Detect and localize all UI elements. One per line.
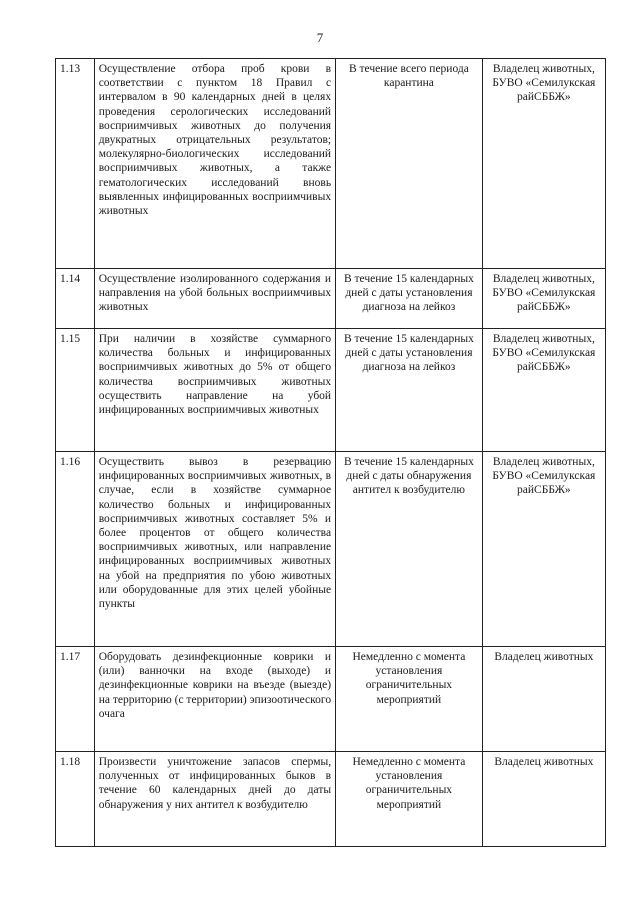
table-row: [56, 329, 606, 452]
responsible-cell: Владелец животных, БУВО «Семилукская райСББЖ»: [482, 329, 605, 452]
action-cell: Осуществление изолированного содержания и направления на убой больных восприимчивых животных: [94, 269, 335, 329]
row-number: 1.13: [56, 59, 95, 269]
row-number: 1.16: [56, 452, 95, 647]
row-number: 1.17: [56, 647, 95, 752]
responsible-cell: Владелец животных, БУВО «Семилукская райСББЖ»: [482, 59, 605, 269]
table-row: [56, 269, 606, 329]
action-cell: Произвести уничтожение запасов спермы, полученных от инфицированных быков в течение 60 календарных дней до даты обнаружения у них антител к возбудителю: [94, 752, 335, 847]
action-cell: Осуществить вывоз в резервацию инфицированных восприимчивых животных, в случае, если в хозяйстве суммарное количество больных и инфицированных восприимчивых животных составляет 5% и более процентов от общего количества восприимчивых животных, или направление инфицированных восприимчивых животных на убой на предприятия по убою животных или оборудованные для этих целей убойные пункты: [94, 452, 335, 647]
table-row: [56, 452, 606, 647]
responsible-cell: Владелец животных, БУВО «Семилукская райСББЖ»: [482, 269, 605, 329]
action-cell: При наличии в хозяйстве суммарного количества больных и инфицированных восприимчивых животных до 5% от общего количества восприимчивых животных осуществить направление на убой инфицированных восприимчивых животных: [94, 329, 335, 452]
table-row: [56, 752, 606, 847]
term-cell: В течение всего периода карантина: [336, 59, 483, 269]
responsible-cell: Владелец животных: [482, 752, 605, 847]
term-cell: Немедленно с момента установления ограничительных мероприятий: [336, 647, 483, 752]
term-cell: Немедленно с момента установления ограничительных мероприятий: [336, 752, 483, 847]
page-number: 7: [316, 30, 324, 45]
row-number: 1.14: [56, 269, 95, 329]
table-row: [56, 59, 606, 269]
row-number: 1.18: [56, 752, 95, 847]
row-number: 1.15: [56, 329, 95, 452]
term-cell: В течение 15 календарных дней с даты установления диагноза на лейкоз: [336, 329, 483, 452]
term-cell: В течение 15 календарных дней с даты установления диагноза на лейкоз: [336, 269, 483, 329]
responsible-cell: Владелец животных: [482, 647, 605, 752]
action-cell: Оборудовать дезинфекционные коврики и (или) ванночки на входе (выходе) и дезинфекционные коврики на въезде (выезде) на территорию (с территории) эпизоотического очага: [94, 647, 335, 752]
measures-table: [55, 58, 606, 847]
table-row: [56, 647, 606, 752]
responsible-cell: Владелец животных, БУВО «Семилукская райСББЖ»: [482, 452, 605, 647]
term-cell: В течение 15 календарных дней с даты обнаружения антител к возбудителю: [336, 452, 483, 647]
action-cell: Осуществление отбора проб крови в соответствии с пунктом 18 Правил с интервалом в 90 календарных дней в целях проведения серологических исследований восприимчивых животных до получения двукратных отрицательных результатов; молекулярно-биологических исследований восприимчивых животных, а также гематологических исследований вновь выявленных инфицированных восприимчивых животных: [94, 59, 335, 269]
